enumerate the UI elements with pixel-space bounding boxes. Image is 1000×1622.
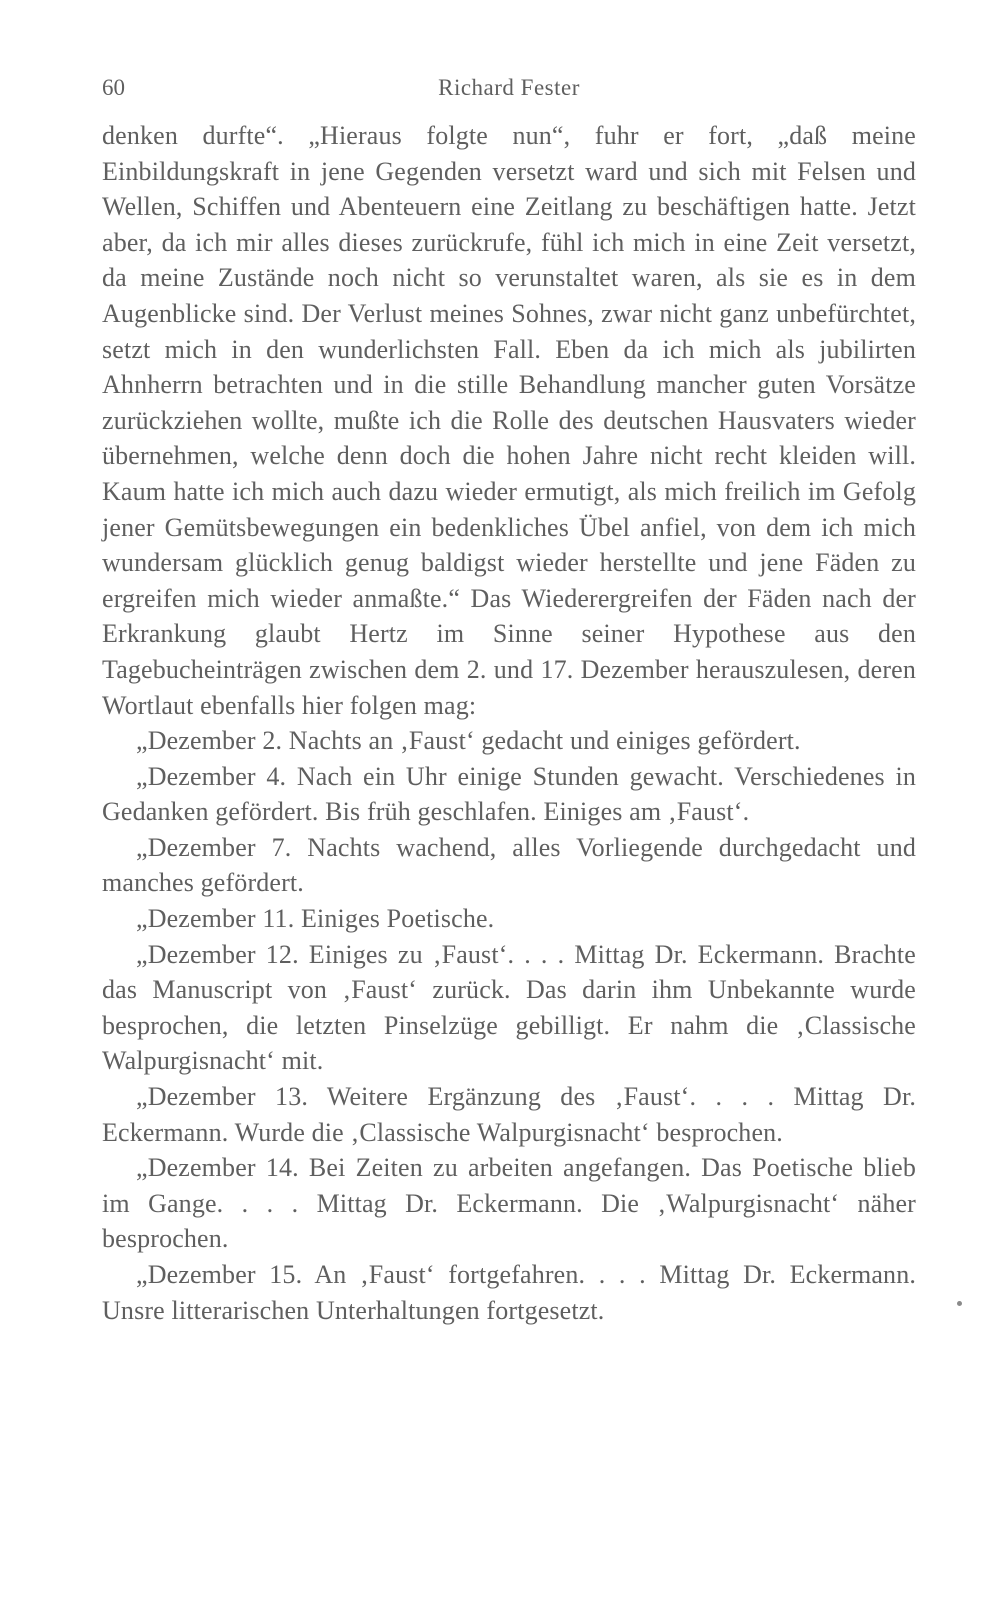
diary-entry-dec-13: „Dezember 13. Weitere Ergänzung des ‚Faust‘. . . . Mittag Dr. Eckermann. Wurde die ‚Classische Walpurgisnacht‘ besprochen. xyxy=(102,1082,916,1147)
diary-entry-dec-11: „Dezember 11. Einiges Poetische. xyxy=(136,904,495,934)
running-title: Richard Fester xyxy=(438,75,580,100)
diary-entry-dec-14: „Dezember 14. Bei Zeiten zu arbeiten angefangen. Das Poetische blieb im Gange. . . . Mittag Dr. Eckermann. Die ‚Walpurgisnacht‘ näher besprochen. xyxy=(102,1153,916,1254)
running-head xyxy=(102,70,916,106)
diary-entry-dec-15: „Dezember 15. An ‚Faust‘ fortgefahren. . . . Mittag Dr. Eckermann. Unsre litterarischen Unterhaltungen fortgesetzt. xyxy=(102,1260,916,1325)
paragraph-continuation: denken durfte“. „Hieraus folgte nun“, fuhr er fort, „daß meine Einbildungskraft in jene Gegenden versetzt ward und sich mit Felsen und Wellen, Schiffen und Abenteuern eine Zeitlang zu beschäftigen hatte. Jetzt aber, da ich mir alles dieses zurückrufe, fühl ich mich in eine Zeit versetzt, da meine Zustände noch nicht so verunstaltet waren, als sie es in dem Augenblicke sind. Der Verlust meines Sohnes, zwar nicht ganz unbefürchtet, setzt mich in den wunderlichsten Fall. Eben da ich mich als jubilirten Ahnherrn betrachten und in die stille Behandlung mancher guten Vorsätze zurückziehen wollte, mußte ich die Rolle des deutschen Hausvaters wieder übernehmen, welche denn doch die hohen Jahre nicht recht kleiden will. Kaum hatte ich mich auch dazu wieder ermutigt, als mich freilich im Gefolg jener Gemütsbewegungen ein bedenkliches Übel anfiel, von dem ich mich wundersam glücklich genug baldigst wieder herstellte und jene Fäden zu ergreifen mich wieder anmaßte.“ Das Wiederergreifen der Fäden nach der Erkrankung glaubt Hertz im Sinne seiner Hypothese aus den Tagebucheinträgen zwischen dem 2. und 17. Dezember herauszulesen, deren Wortlaut ebenfalls hier folgen mag: xyxy=(102,121,916,720)
page-number: 60 xyxy=(102,75,125,100)
paper-speck xyxy=(957,1301,962,1306)
diary-entry-dec-12: „Dezember 12. Einiges zu ‚Faust‘. . . . Mittag Dr. Eckermann. Brachte das Manuscript von ‚Faust‘ zurück. Das darin ihm Unbekannte wurde besprochen, die letzten Pinselzüge gebilligt. Er nahm die ‚Classische Walpurgisnacht‘ mit. xyxy=(102,939,916,1076)
diary-entry-dec-2: „Dezember 2. Nachts an ‚Faust‘ gedacht und einiges gefördert. xyxy=(136,726,801,756)
body-text xyxy=(102,118,916,1328)
diary-entry-dec-4: „Dezember 4. Nach ein Uhr einige Stunden gewacht. Verschiedenes in Gedanken gefördert. Bis früh geschlafen. Einiges am ‚Faust‘. xyxy=(102,761,916,827)
diary-entry-dec-7: „Dezember 7. Nachts wachend, alles Vorliegende durchgedacht und manches gefördert. xyxy=(102,832,916,898)
